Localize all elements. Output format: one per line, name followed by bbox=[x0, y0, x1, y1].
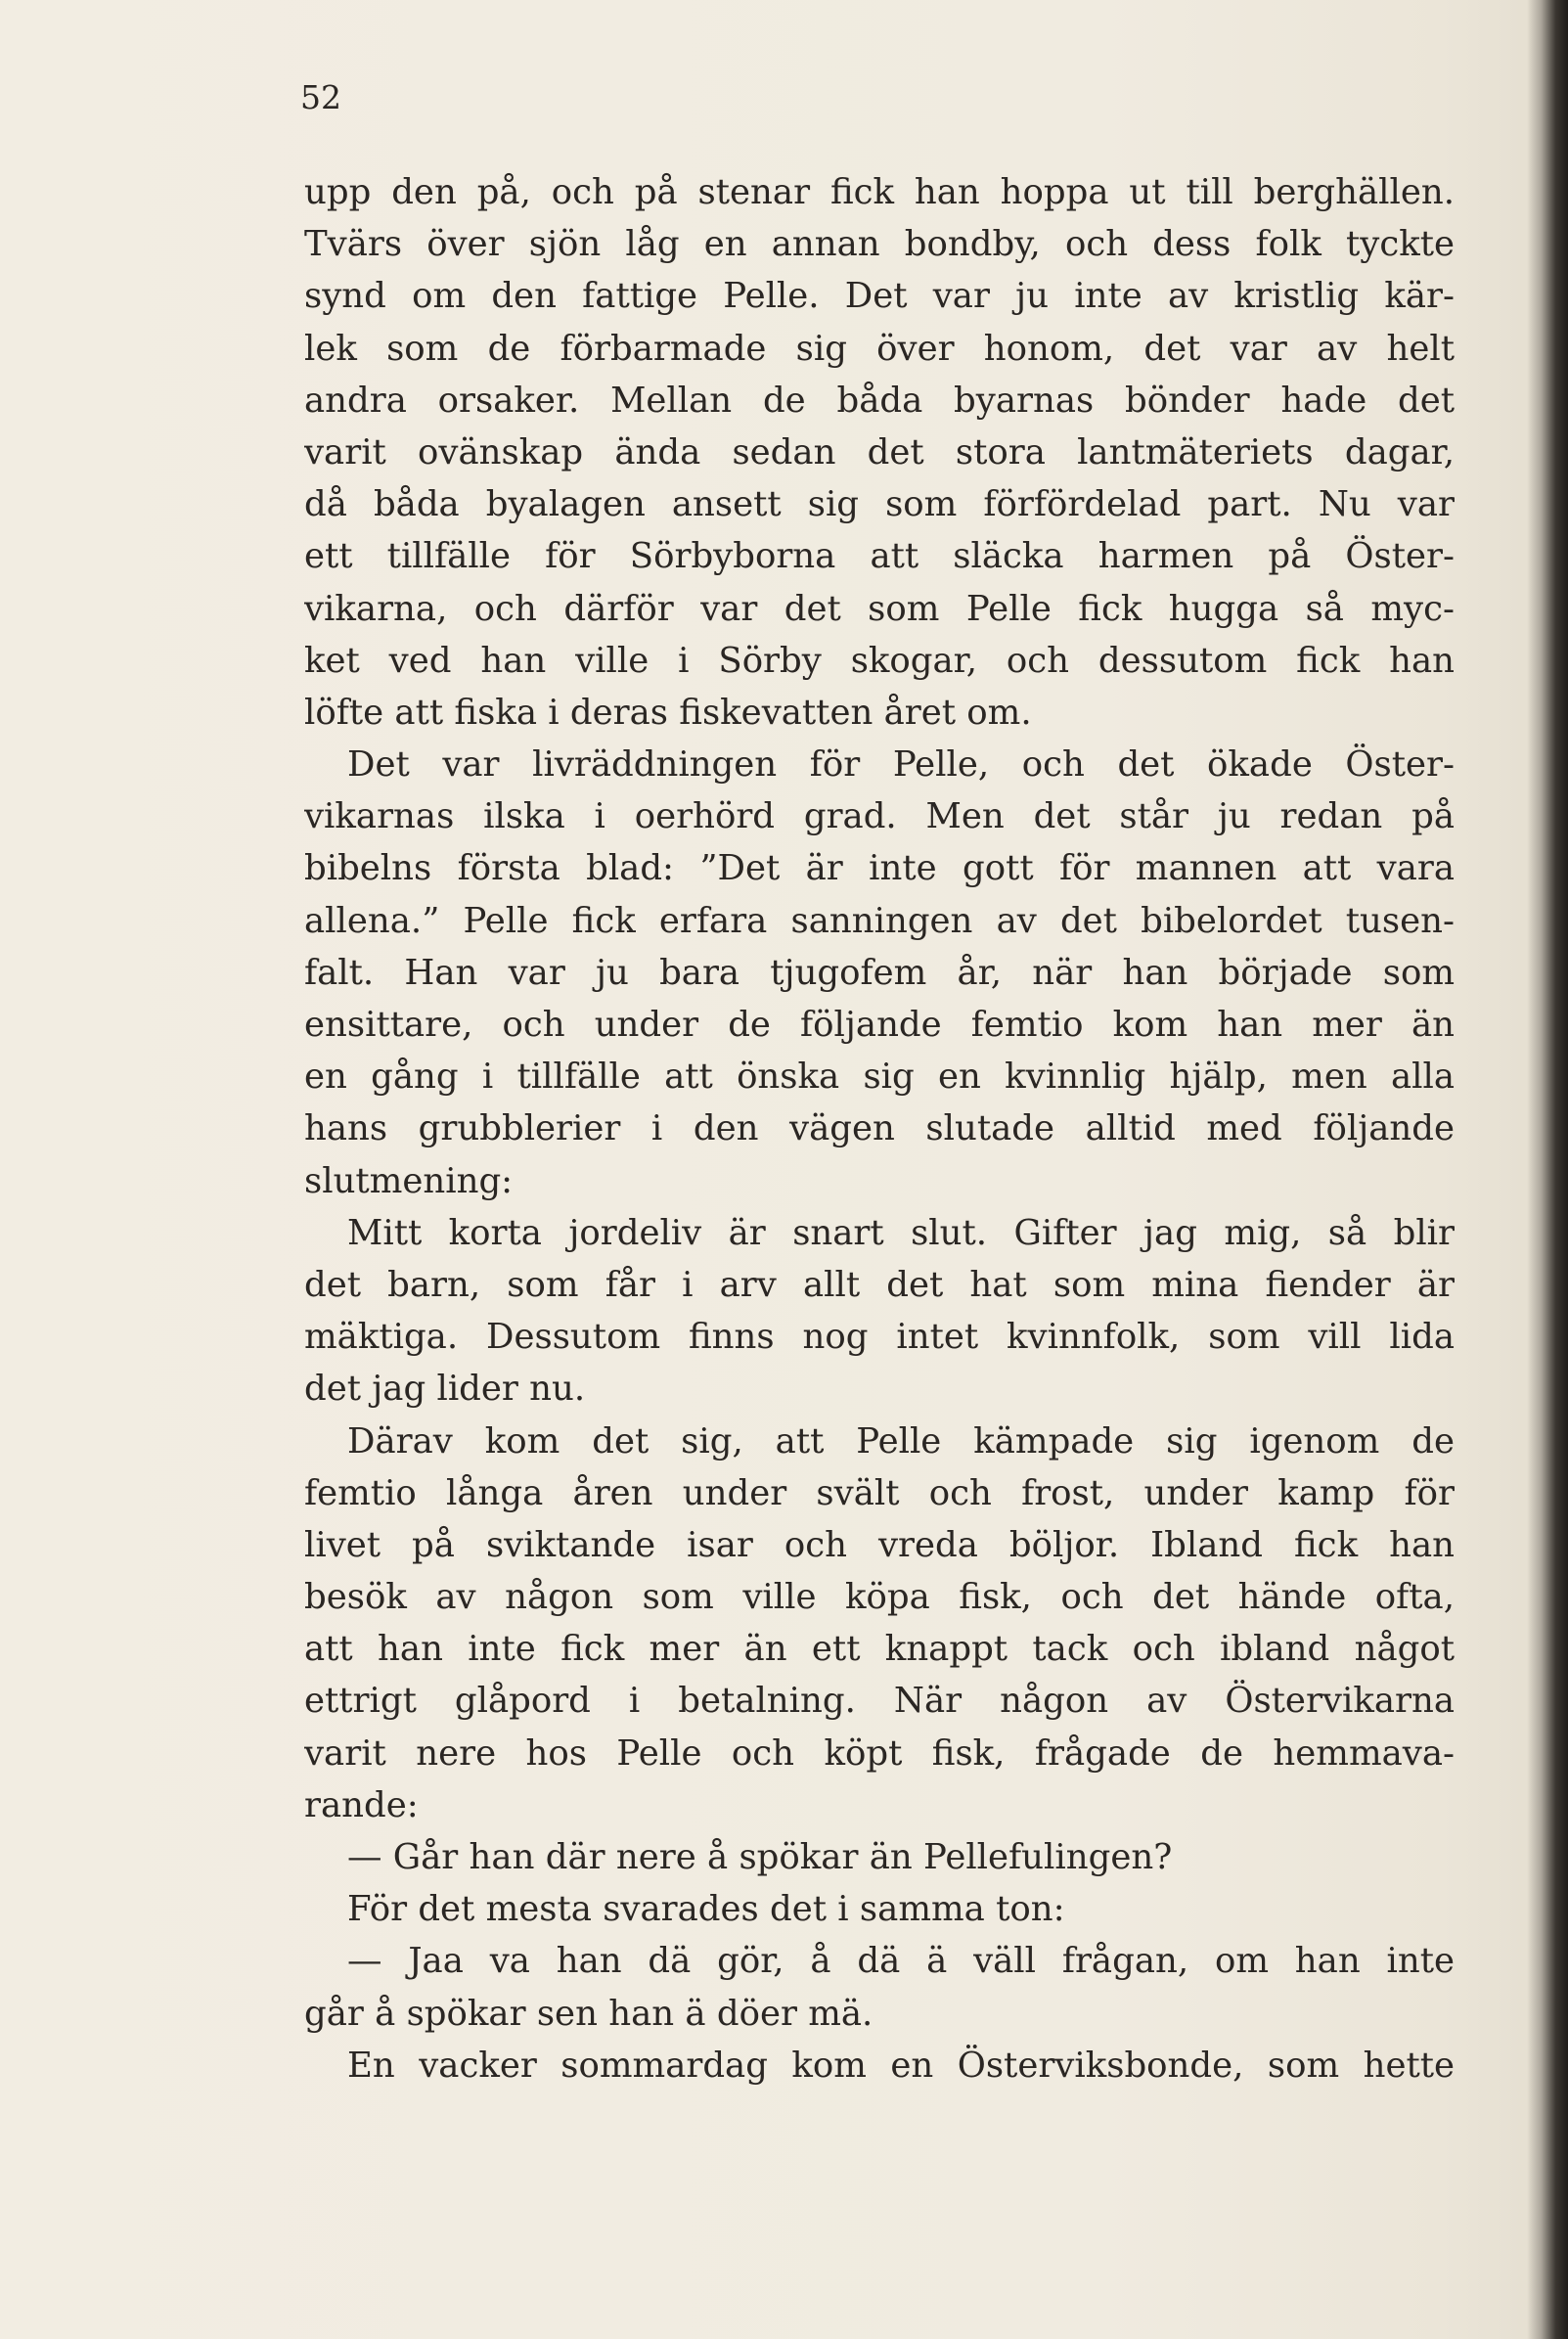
text-line: Mitt korta jordeliv är snart slut. Gifter jag mig, så blir bbox=[347, 1212, 1455, 1253]
text-line: En vacker sommardag kom en Österviksbonde, som hette bbox=[347, 2045, 1455, 2086]
text-line: vikarnas ilska i oerhörd grad. Men det står ju redan på bbox=[304, 796, 1455, 837]
text-line: — Går han där nere å spökar än Pellefulingen? bbox=[347, 1837, 1173, 1877]
text-line: allena.” Pelle fick erfara sanningen av det bibelordet tusen- bbox=[304, 900, 1455, 941]
book-spine-shadow bbox=[1527, 0, 1568, 2339]
text-line: ettrigt glåpord i betalning. När någon av Östervikarna bbox=[304, 1681, 1455, 1722]
text-line: — Jaa va han dä gör, å dä ä väll frågan, om han inte bbox=[347, 1941, 1455, 1982]
text-line: upp den på, och på stenar fick han hoppa ut till berghällen. bbox=[304, 172, 1455, 212]
text-line: hans grubblerier i den vägen slutade alltid med följande bbox=[304, 1108, 1455, 1149]
page-number: 52 bbox=[300, 78, 341, 116]
text-line: löfte att fiska i deras fiskevatten året om. bbox=[304, 692, 1032, 733]
text-line: ensittare, och under de följande femtio kom han mer än bbox=[304, 1005, 1455, 1045]
text-line: livet på sviktande isar och vreda böljor. Ibland fick han bbox=[304, 1524, 1455, 1565]
text-line: Tvärs över sjön låg en annan bondby, och dess folk tyckte bbox=[304, 224, 1455, 265]
text-line: ett tillfälle för Sörbyborna att släcka harmen på Öster- bbox=[304, 536, 1455, 577]
text-line: falt. Han var ju bara tjugofem år, när han började som bbox=[304, 952, 1455, 993]
text-line: en gång i tillfälle att önska sig en kvinnlig hjälp, men alla bbox=[304, 1057, 1455, 1098]
text-line: rande: bbox=[304, 1784, 419, 1825]
text-line: vikarna, och därför var det som Pelle fick hugga så myc- bbox=[304, 588, 1455, 629]
text-line: varit ovänskap ända sedan det stora lantmäteriets dagar, bbox=[304, 431, 1455, 472]
text-line: besök av någon som ville köpa fisk, och det hände ofta, bbox=[304, 1577, 1455, 1618]
text-line: ket ved han ville i Sörby skogar, och dessutom fick han bbox=[304, 640, 1455, 681]
body-text bbox=[304, 166, 1455, 2092]
text-line: då båda byalagen ansett sig som förfördelad part. Nu var bbox=[304, 484, 1455, 525]
text-line: För det mesta svarades det i samma ton: bbox=[347, 1889, 1065, 1930]
text-line: Det var livräddningen för Pelle, och det ökade Öster- bbox=[347, 744, 1455, 786]
text-line: att han inte fick mer än ett knappt tack och ibland något bbox=[304, 1629, 1455, 1670]
text-line: slutmening: bbox=[304, 1160, 514, 1201]
text-line: lek som de förbarmade sig över honom, det var av helt bbox=[304, 328, 1455, 369]
text-line: går å spökar sen han ä döer mä. bbox=[304, 1993, 874, 2034]
text-line: Därav kom det sig, att Pelle kämpade sig igenom de bbox=[347, 1420, 1455, 1462]
text-line: andra orsaker. Mellan de båda byarnas bönder hade det bbox=[304, 380, 1455, 421]
text-line: bibelns första blad: ”Det är inte gott för mannen att vara bbox=[304, 848, 1455, 889]
text-line: mäktiga. Dessutom finns nog intet kvinnfolk, som vill lida bbox=[304, 1317, 1455, 1358]
text-line: synd om den fattige Pelle. Det var ju inte av kristlig kär- bbox=[304, 276, 1455, 317]
text-line: det jag lider nu. bbox=[304, 1369, 586, 1410]
text-line: varit nere hos Pelle och köpt fisk, frågade de hemmava- bbox=[304, 1732, 1455, 1774]
text-line: femtio långa åren under svält och frost, under kamp för bbox=[304, 1472, 1455, 1513]
text-line: det barn, som får i arv allt det hat som mina fiender är bbox=[304, 1264, 1455, 1305]
